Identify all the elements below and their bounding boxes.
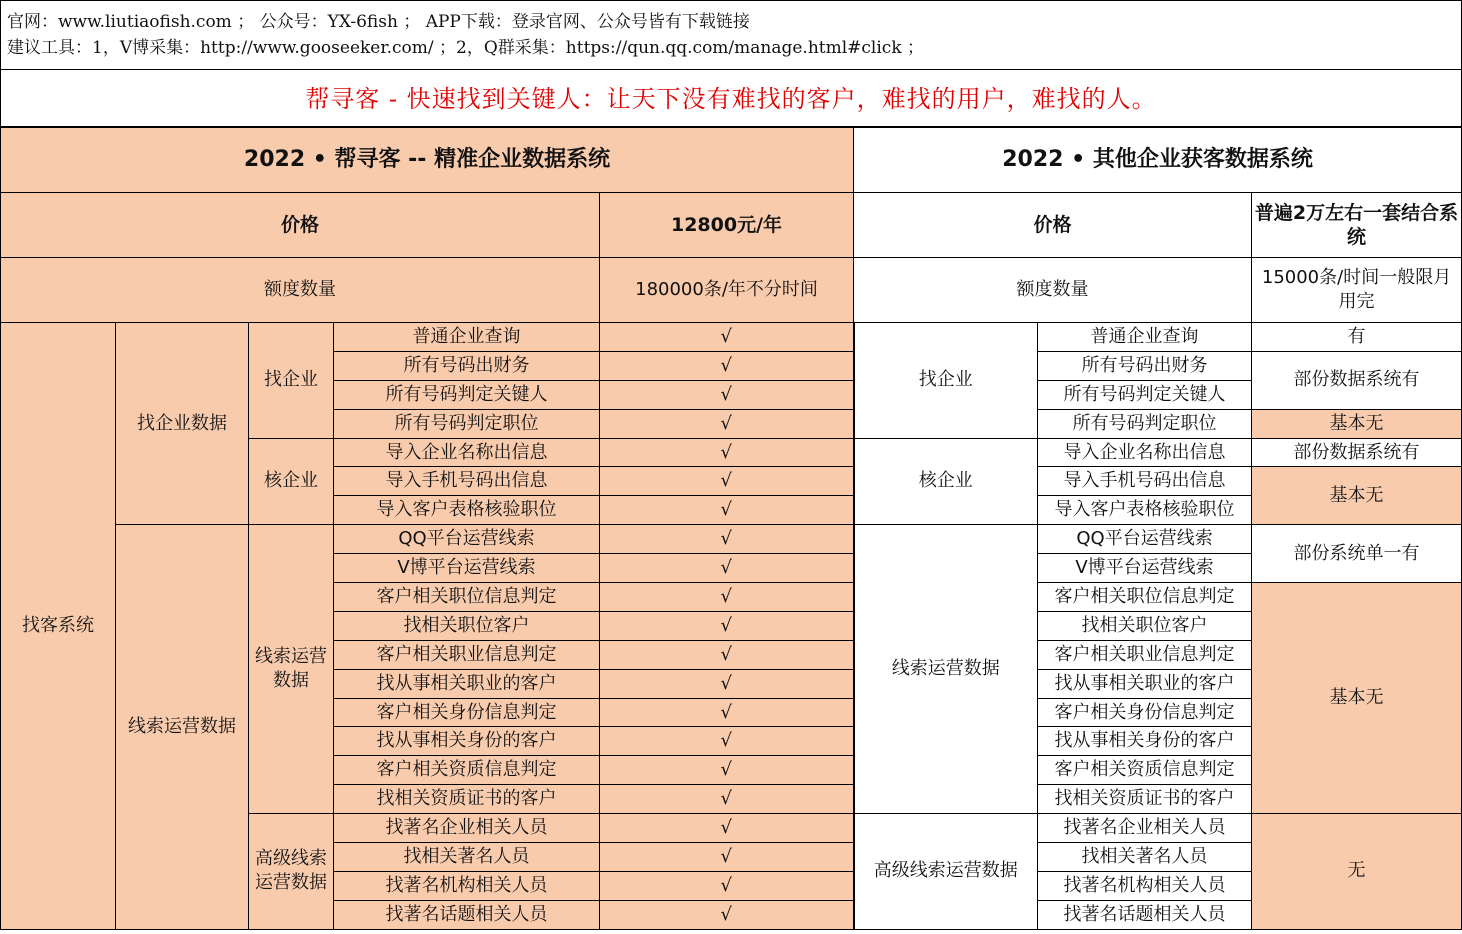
left-feature-name: 找相关著名人员 <box>334 843 600 872</box>
left-feature-name: 所有号码出财务 <box>334 351 600 380</box>
check-mark: √ <box>600 871 854 900</box>
left-feature-name: 找从事相关身份的客户 <box>334 727 600 756</box>
right-subgroup-label: 线索运营数据 <box>854 525 1038 814</box>
right-feature-name: 客户相关身份信息判定 <box>1038 698 1252 727</box>
left-group-label: 线索运营数据 <box>116 525 249 929</box>
info-line-1: 官网：www.liutiaofish.com ； 公众号：YX-6fish ； APP下载：登录官网、公众号皆有下载链接 <box>7 12 750 32</box>
right-feature-name: 所有号码出财务 <box>1038 351 1252 380</box>
left-feature-name: V博平台运营线索 <box>334 554 600 583</box>
slogan: 帮寻客 - 快速找到关键人：让天下没有难找的客户，难找的用户，难找的人。 <box>0 69 1462 127</box>
info-banner <box>0 0 1462 69</box>
check-mark: √ <box>600 554 854 583</box>
left-feature-name: 导入企业名称出信息 <box>334 438 600 467</box>
right-feature-name: 找从事相关职业的客户 <box>1038 669 1252 698</box>
left-feature-name: 所有号码判定关键人 <box>334 380 600 409</box>
left-system-title: 2022 • 帮寻客 -- 精准企业数据系统 <box>1 128 854 193</box>
left-subgroup-label: 线索运营数据 <box>249 525 334 814</box>
right-availability-value: 有 <box>1252 323 1462 352</box>
right-price-value: 普遍2万左右一套结合系统 <box>1252 193 1462 258</box>
left-price-value: 12800元/年 <box>600 193 854 258</box>
check-mark: √ <box>600 611 854 640</box>
check-mark: √ <box>600 756 854 785</box>
right-availability-value: 无 <box>1252 814 1462 930</box>
left-feature-name: 找相关资质证书的客户 <box>334 785 600 814</box>
right-availability-value: 部份系统单一有 <box>1252 525 1462 583</box>
right-feature-name: 找相关职位客户 <box>1038 611 1252 640</box>
left-feature-name: 找从事相关职业的客户 <box>334 669 600 698</box>
right-feature-name: 找相关著名人员 <box>1038 843 1252 872</box>
check-mark: √ <box>600 843 854 872</box>
left-feature-name: 客户相关资质信息判定 <box>334 756 600 785</box>
right-feature-name: 所有号码判定职位 <box>1038 409 1252 438</box>
left-price-label: 价格 <box>1 193 600 258</box>
right-feature-name: 所有号码判定关键人 <box>1038 380 1252 409</box>
right-availability-value: 基本无 <box>1252 409 1462 438</box>
info-line-2: 建议工具：1，V博采集：http://www.gooseeker.com/ ；2，Q群采集：https://qun.qq.com/manage.html#click ； <box>7 38 925 58</box>
check-mark: √ <box>600 323 854 352</box>
right-availability-value: 部份数据系统有 <box>1252 438 1462 467</box>
right-availability-value: 基本无 <box>1252 583 1462 814</box>
left-feature-name: 导入客户表格核验职位 <box>334 496 600 525</box>
right-price-label: 价格 <box>854 193 1252 258</box>
right-availability-value: 部份数据系统有 <box>1252 351 1462 409</box>
left-subgroup-label: 找企业 <box>249 323 334 439</box>
right-subgroup-label: 高级线索运营数据 <box>854 814 1038 930</box>
left-group-label: 找企业数据 <box>116 323 249 525</box>
right-feature-name: 找著名企业相关人员 <box>1038 814 1252 843</box>
check-mark: √ <box>600 351 854 380</box>
left-subgroup-label: 核企业 <box>249 438 334 525</box>
check-mark: √ <box>600 409 854 438</box>
right-feature-name: 客户相关资质信息判定 <box>1038 756 1252 785</box>
right-feature-name: V博平台运营线索 <box>1038 554 1252 583</box>
left-feature-name: 客户相关身份信息判定 <box>334 698 600 727</box>
right-feature-name: 客户相关职位信息判定 <box>1038 583 1252 612</box>
check-mark: √ <box>600 467 854 496</box>
right-feature-name: 导入企业名称出信息 <box>1038 438 1252 467</box>
system-label: 找客系统 <box>1 323 116 930</box>
right-feature-name: 找著名机构相关人员 <box>1038 871 1252 900</box>
check-mark: √ <box>600 583 854 612</box>
table-row <box>1 323 1462 352</box>
left-feature-name: 客户相关职位信息判定 <box>334 583 600 612</box>
left-quota-label: 额度数量 <box>1 258 600 323</box>
right-feature-name: 找相关资质证书的客户 <box>1038 785 1252 814</box>
check-mark: √ <box>600 727 854 756</box>
left-feature-name: 找相关职位客户 <box>334 611 600 640</box>
right-system-title: 2022 • 其他企业获客数据系统 <box>854 128 1462 193</box>
right-feature-name: 普通企业查询 <box>1038 323 1252 352</box>
comparison-table <box>0 127 1462 930</box>
right-feature-name: 导入手机号码出信息 <box>1038 467 1252 496</box>
right-feature-name: 导入客户表格核验职位 <box>1038 496 1252 525</box>
left-feature-name: 导入手机号码出信息 <box>334 467 600 496</box>
right-subgroup-label: 核企业 <box>854 438 1038 525</box>
check-mark: √ <box>600 785 854 814</box>
table-row <box>1 525 1462 554</box>
check-mark: √ <box>600 698 854 727</box>
left-feature-name: 找著名话题相关人员 <box>334 900 600 929</box>
check-mark: √ <box>600 900 854 929</box>
left-subgroup-label: 高级线索运营数据 <box>249 814 334 930</box>
right-availability-value: 基本无 <box>1252 467 1462 525</box>
check-mark: √ <box>600 640 854 669</box>
check-mark: √ <box>600 814 854 843</box>
left-feature-name: 找著名机构相关人员 <box>334 871 600 900</box>
right-feature-name: QQ平台运营线索 <box>1038 525 1252 554</box>
right-subgroup-label: 找企业 <box>854 323 1038 439</box>
left-feature-name: 客户相关职业信息判定 <box>334 640 600 669</box>
right-quota-value: 15000条/时间一般限月用完 <box>1252 258 1462 323</box>
right-feature-name: 找从事相关身份的客户 <box>1038 727 1252 756</box>
left-feature-name: 普通企业查询 <box>334 323 600 352</box>
left-feature-name: 所有号码判定职位 <box>334 409 600 438</box>
check-mark: √ <box>600 496 854 525</box>
check-mark: √ <box>600 380 854 409</box>
right-quota-label: 额度数量 <box>854 258 1252 323</box>
right-feature-name: 客户相关职业信息判定 <box>1038 640 1252 669</box>
check-mark: √ <box>600 438 854 467</box>
right-feature-name: 找著名话题相关人员 <box>1038 900 1252 929</box>
check-mark: √ <box>600 525 854 554</box>
left-feature-name: 找著名企业相关人员 <box>334 814 600 843</box>
check-mark: √ <box>600 669 854 698</box>
left-feature-name: QQ平台运营线索 <box>334 525 600 554</box>
left-quota-value: 180000条/年不分时间 <box>600 258 854 323</box>
